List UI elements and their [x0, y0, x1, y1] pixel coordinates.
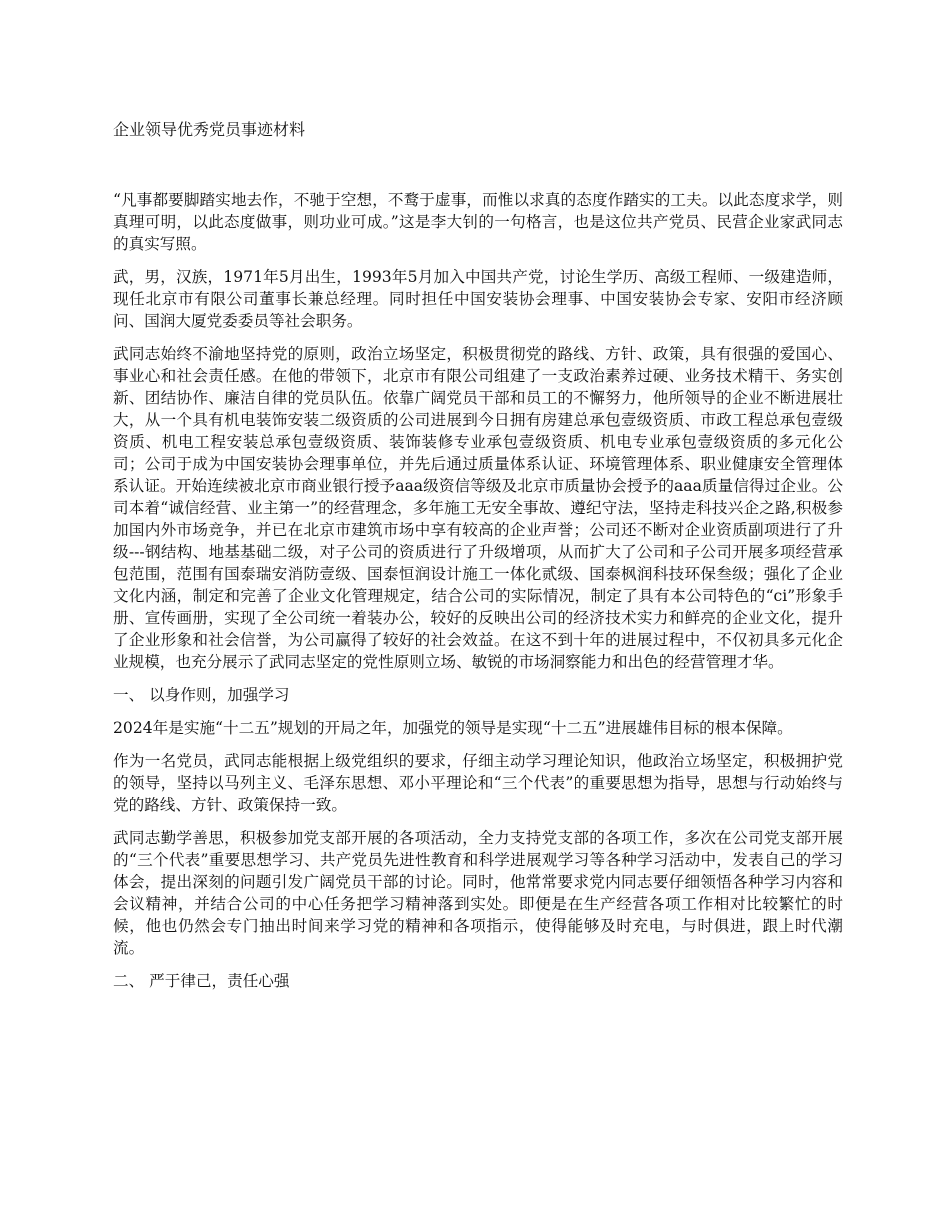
paragraph-party-member: 作为一名党员，武同志能根据上级党组织的要求，仔细主动学习理论知识，他政治立场坚定，积极拥护党的领导，坚持以马列主义、毛泽东思想、邓小平理论和“三个代表”的重要思想为指导，思想与行动始终与党的路线、方针、政策保持一致。: [113, 752, 843, 814]
paragraph-profile: 武，男，汉族，1971年5月出生，1993年5月加入中国共产党，讨论生学历、高级工程师、一级建造师，现任北京市有限公司董事长兼总经理。同时担任中国安装协会理事、中国安装协会专家、安阳市经济顾问、国润大厦党委委员等社会职务。: [113, 268, 843, 330]
document-title: 企业领导优秀党员事迹材料: [113, 120, 306, 139]
section-heading-1: 一、 以身作则，加强学习: [113, 686, 290, 704]
paragraph-2024: 2024年是实施“十二五”规划的开局之年，加强党的领导是实现“十二五”进展雄伟目标的根本保障。: [113, 719, 793, 737]
section-heading-2: 二、 严于律己，责任心强: [113, 972, 290, 990]
paragraph-quote: “凡事都要脚踏实地去作，不驰于空想，不鹜于虚事，而惟以求真的态度作踏实的工夫。以此态度求学，则真理可明，以此态度做事，则功业可成。”这是李大钊的一句格言，也是这位共产党员、民营企业家武同志的真实写照。: [113, 191, 843, 253]
paragraph-achievements: 武同志始终不渝地坚持党的原则，政治立场坚定，积极贯彻党的路线、方针、政策，具有很强的爱国心、事业心和社会责任感。在他的带领下，北京市有限公司组建了一支政治素养过硬、业务技术精干、务实创新、团结协作、廉洁自律的党员队伍。依靠广阔党员干部和员工的不懈努力，他所领导的企业不断进展壮大，从一个具有机电装饰安装二级资质的公司进展到今日拥有房建总承包壹级资质、市政工程总承包壹级资质、机电工程安装总承包壹级资质、装饰装修专业承包壹级资质、机电专业承包壹级资质的多元化公司；公司于成为中国安装协会理事单位，并先后通过质量体系认证、环境管理体系、职业健康安全管理体系认证。开始连续被北京市商业银行授予aaa级资信等级及北京市质量协会授予的aaa质量信得过企业。公司本着“诚信经营、业主第一”的经营理念，多年施工无安全事故、遵纪守法，坚持走科技兴企之路,积极参加国内外市场竞争，并已在北京市建筑市场中享有较高的企业声誉；公司还不断对企业资质副项进行了升级---钢结构、地基基础二级，对子公司的资质进行了升级增项，从而扩大了公司和子公司开展多项经营承包范围，范围有国泰瑞安消防壹级、国泰恒润设计施工一体化贰级、国泰枫润科技环保叁级；强化了企业文化内涵，制定和完善了企业文化管理规定，结合公司的实际情况，制定了具有本公司特色的“ci”形象手册、宣传画册，实现了全公司统一着装办公，较好的反映出公司的经济技术实力和鲜亮的企业文化，提升了企业形象和社会信誉，为公司赢得了较好的社会效益。在这不到十年的进展过程中，不仅初具多元化企业规模，也充分展示了武同志坚定的党性原则立场、敏锐的市场洞察能力和出色的经营管理才华。: [113, 345, 843, 671]
paragraph-study: 武同志勤学善思，积极参加党支部开展的各项活动，全力支持党支部的各项工作，多次在公司党支部开展的“三个代表”重要思想学习、共产党员先进性教育和科学进展观学习等各种学习活动中，发表自己的学习体会，提出深刻的问题引发广阔党员干部的讨论。同时，他常常要求党内同志要仔细领悟各种学习内容和会议精神，并结合公司的中心任务把学习精神落到实处。即便是在生产经营各项工作相对比较繁忙的时候，他也仍然会专门抽出时间来学习党的精神和各项指示，使得能够及时充电，与时俱进，跟上时代潮流。: [113, 829, 843, 957]
document-page: [113, 118, 843, 1003]
